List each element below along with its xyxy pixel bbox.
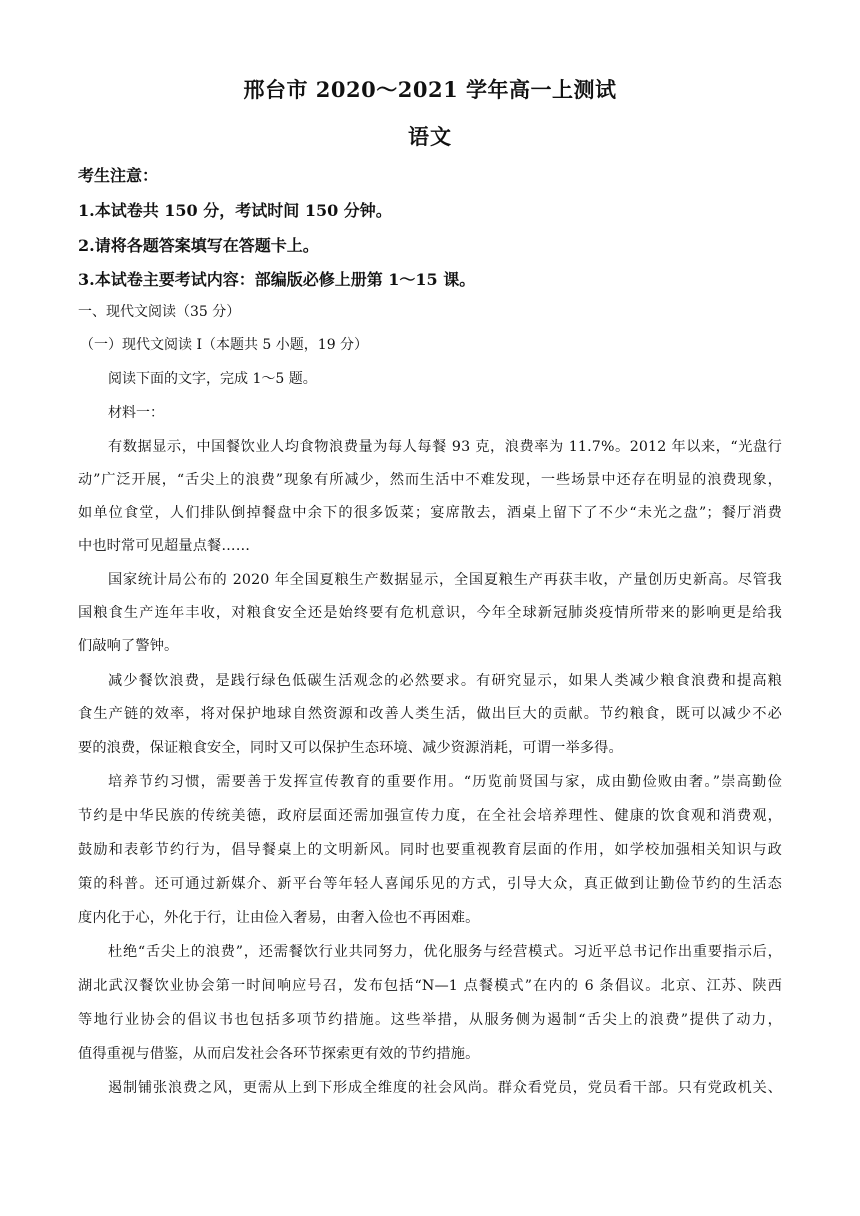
exam-title: 邢台市 2020～2021 学年高一上测试 — [243, 77, 617, 102]
section-heading: 一、现代文阅读（35 分） — [78, 304, 241, 320]
notice-item-2: 2.请将各题答案填写在答题卡上。 — [78, 236, 319, 255]
paragraph-line: 遏制铺张浪费之风，更需从上到下形成全维度的社会风尚。群众看党员，党员看干部。只有党政机关、 — [108, 1080, 782, 1096]
paragraph-line: 国家统计局公布的 2020 年全国夏粮生产数据显示，全国夏粮生产再获丰收，产量创历史新高。尽管我 — [108, 572, 782, 588]
notice-item-3: 3.本试卷主要考试内容：部编版必修上册第 1～15 课。 — [78, 270, 476, 289]
paragraph-line: 食生产链的效率，将对保护地球自然资源和改善人类生活，做出巨大的贡献。节约粮食，既可以减少不必 — [78, 706, 782, 722]
paragraph-line: 杜绝“舌尖上的浪费”，还需餐饮行业共同努力，优化服务与经营模式。习近平总书记作出重要指示后， — [108, 944, 782, 960]
paragraph-line: 湖北武汉餐饮业协会第一时间响应号召，发布包括“N—1 点餐模式”在内的 6 条倡议。北京、江苏、陕西 — [78, 978, 782, 994]
subject-title: 语文 — [408, 124, 452, 149]
notice-heading: 考生注意： — [78, 166, 159, 185]
notice-item-1: 1.本试卷共 150 分，考试时间 150 分钟。 — [78, 201, 392, 220]
paragraph-line: 有数据显示，中国餐饮业人均食物浪费量为每人每餐 93 克，浪费率为 11.7%。2012 年以来，“光盘行 — [108, 439, 782, 455]
subsection-heading: （一）现代文阅读 I（本题共 5 小题，19 分） — [80, 337, 369, 353]
paragraph-line: 国粮食生产连年丰收，对粮食安全还是始终要有危机意识，今年全球新冠肺炎疫情所带来的影响更是给我 — [78, 605, 782, 621]
material-label: 材料一： — [108, 405, 164, 421]
paragraph-line: 等地行业协会的倡议书也包括多项节约措施。这些举措，从服务侧为遏制“舌尖上的浪费”提供了动力， — [78, 1012, 782, 1028]
paragraph-line: 值得重视与借鉴，从而启发社会各环节探索更有效的节约措施。 — [78, 1046, 480, 1062]
paragraph-line: 动”广泛开展，“舌尖上的浪费”现象有所减少，然而生活中不难发现，一些场景中还存在明显的浪费现象， — [78, 472, 782, 488]
paragraph-line: 要的浪费，保证粮食安全，同时又可以保护生态环境、减少资源消耗，可谓一举多得。 — [78, 740, 623, 756]
paragraph-line: 培养节约习惯，需要善于发挥宣传教育的重要作用。“历览前贤国与家，成由勤俭败由奢。”崇高勤俭 — [108, 774, 782, 790]
paragraph-line: 策的科普。还可通过新媒介、新平台等年轻人喜闻乐见的方式，引导大众，真正做到让勤俭节约的生活态 — [78, 876, 782, 892]
paragraph-line: 节约是中华民族的传统美德，政府层面还需加强宣传力度，在全社会培养理性、健康的饮食观和消费观， — [78, 808, 782, 824]
paragraph-line: 如单位食堂，人们排队倒掉餐盘中余下的很多饭菜；宴席散去，酒桌上留下了不少“未光之盘”；餐厅消费 — [78, 505, 782, 521]
paragraph-line: 度内化于心，外化于行，让由俭入奢易，由奢入俭也不再困难。 — [78, 910, 480, 926]
paragraph-line: 们敲响了警钟。 — [78, 638, 179, 654]
reading-instruction: 阅读下面的文字，完成 1～5 题。 — [108, 371, 317, 387]
paragraph-line: 鼓励和表彰节约行为，倡导餐桌上的文明新风。同时也要重视教育层面的作用，如学校加强相关知识与政 — [78, 842, 782, 858]
paragraph-line: 减少餐饮浪费，是践行绿色低碳生活观念的必然要求。有研究显示，如果人类减少粮食浪费和提高粮 — [108, 673, 782, 689]
paragraph-line: 中也时常可见超量点餐…… — [78, 538, 251, 554]
